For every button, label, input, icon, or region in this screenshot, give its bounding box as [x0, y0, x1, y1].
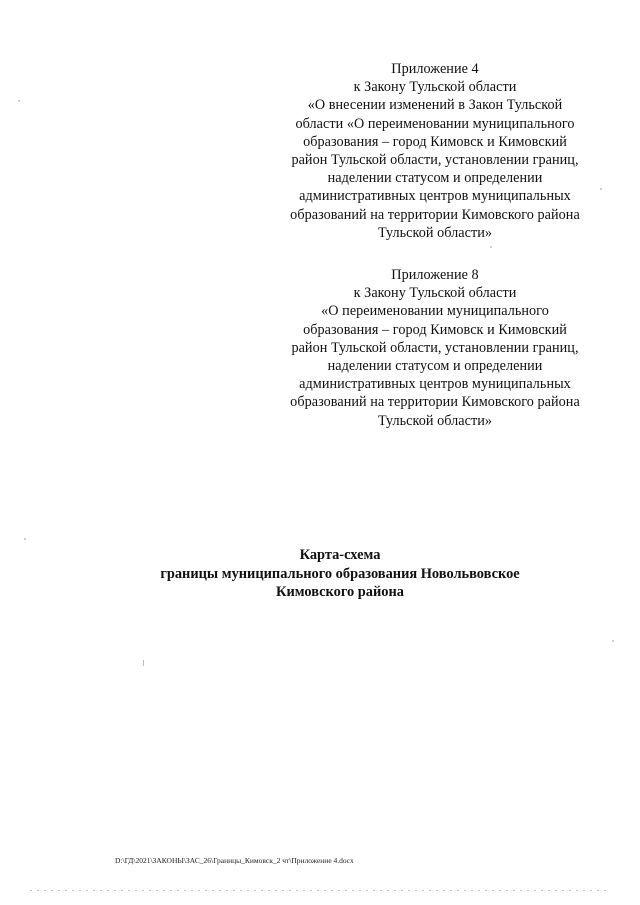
appendix-8-line: административных центров муниципальных	[299, 376, 571, 393]
appendix-4-line: области «О переименовании муниципального	[295, 115, 575, 132]
map-title-line: Карта-схема	[299, 547, 381, 563]
scan-speck	[143, 660, 144, 666]
appendix-4-line: образования – город Кимовск и Кимовский	[303, 133, 567, 150]
scan-speck	[18, 100, 20, 102]
appendix-4-header	[270, 60, 600, 242]
scan-speck	[24, 538, 26, 540]
appendix-4-line: административных центров муниципальных	[299, 188, 571, 205]
appendix-8-line: образований на территории Кимовского района	[290, 394, 580, 411]
appendix-4-line: «О внесении изменений в Закон Тульской	[307, 97, 563, 114]
map-title-line: границы муниципального образования Новольвовское	[160, 565, 520, 582]
appendix-4-line: наделении статусом и определении	[327, 170, 543, 187]
appendix-4-line: Тульской области»	[377, 224, 493, 241]
appendix-8-line: к Закону Тульской области	[353, 285, 517, 302]
scan-speck	[600, 188, 602, 190]
appendix-4-line: Приложение 4	[391, 61, 479, 77]
appendix-8-line: Приложение 8	[391, 267, 479, 283]
appendix-8-line: «О переименовании муниципального	[321, 303, 549, 320]
appendix-8-line: Тульской области»	[377, 412, 493, 429]
appendix-4-line: к Закону Тульской области	[353, 79, 517, 96]
appendix-8-line: наделении статусом и определении	[327, 358, 543, 375]
map-scheme-title	[100, 546, 580, 602]
appendix-4-line: образований на территории Кимовского района	[290, 206, 580, 223]
scan-edge-line	[30, 890, 610, 891]
footer-file-path: D:\ГД\2021\ЗАКОНЫ\ЗАС_26\Границы_Кимовск_2 чт\Приложение 4.docx	[115, 856, 354, 865]
appendix-8-line: район Тульской области, установлении границ,	[291, 339, 579, 356]
appendix-8-line: образования – город Кимовск и Кимовский	[303, 321, 567, 338]
map-title-line: Кимовского района	[276, 584, 404, 601]
appendix-8-header	[270, 266, 600, 430]
scan-speck	[612, 640, 614, 642]
appendix-4-line: район Тульской области, установлении границ,	[291, 152, 579, 169]
scan-speck	[490, 246, 492, 248]
